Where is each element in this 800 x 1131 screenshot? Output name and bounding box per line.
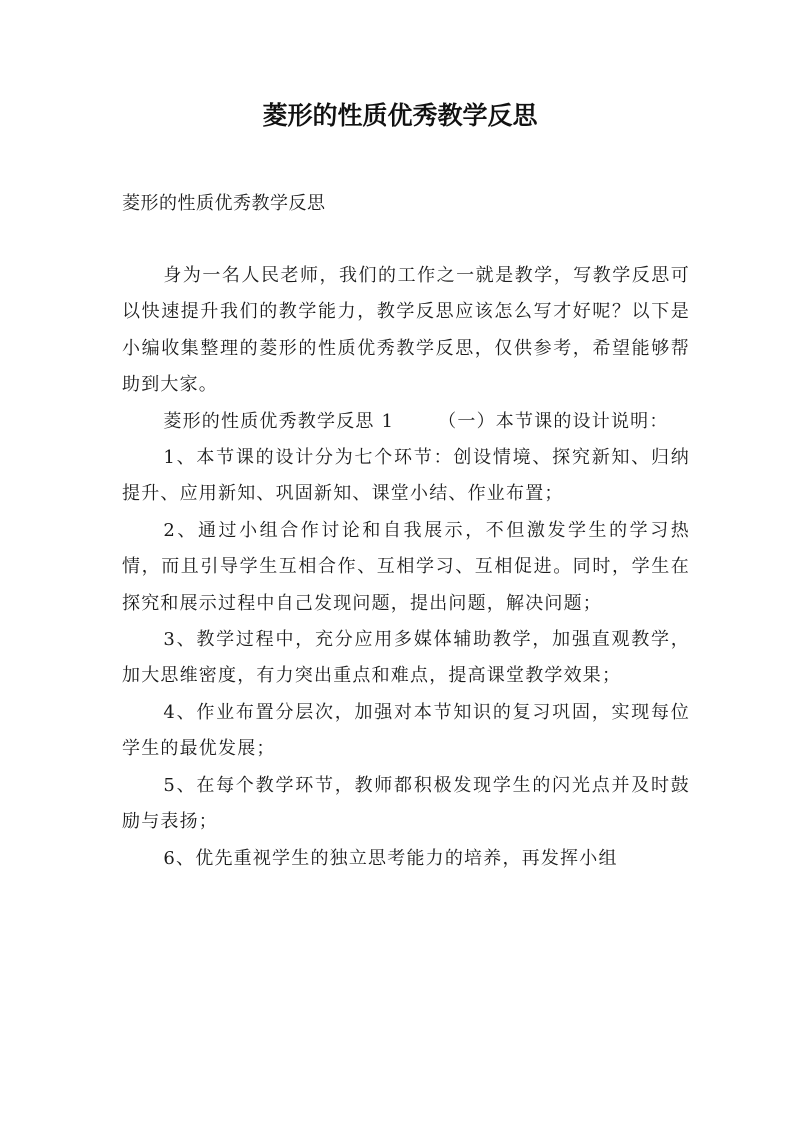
document-body	[122, 258, 690, 877]
list-item: 1、本节课的设计分为七个环节：创设情境、探究新知、归纳提升、应用新知、巩固新知、课堂小结、作业布置；	[122, 447, 690, 505]
document-subtitle: 菱形的性质优秀教学反思	[122, 193, 326, 214]
list-item: 2、通过小组合作讨论和自我展示，不但激发学生的学习热情，而且引导学生互相合作、互相学习、互相促进。同时，学生在探究和展示过程中自己发现问题，提出问题，解决问题；	[122, 519, 690, 614]
list-item: 3、教学过程中，充分应用多媒体辅助教学，加强直观教学，加大思维密度，有力突出重点和难点，提高课堂教学效果；	[122, 629, 690, 687]
section-heading-paragraph	[122, 404, 690, 440]
list-item: 5、在每个教学环节，教师都积极发现学生的闪光点并及时鼓励与表扬；	[122, 774, 690, 833]
intro-paragraph: 身为一名人民老师，我们的工作之一就是教学，写教学反思可以快速提升我们的教学能力，教学反思应该怎么写才好呢？以下是小编收集整理的菱形的性质优秀教学反思，仅供参考，希望能够帮助到大家。	[122, 265, 690, 396]
document-title: 菱形的性质优秀教学反思	[262, 101, 538, 130]
list-item: 4、作业布置分层次，加强对本节知识的复习巩固，实现每位学生的最优发展；	[122, 701, 690, 760]
section-subheading: （一）本节课的设计说明：	[438, 410, 669, 432]
list-item: 6、优先重视学生的独立思考能力的培养，再发挥小组	[163, 847, 618, 869]
section-heading: 菱形的性质优秀教学反思 1	[163, 410, 395, 432]
